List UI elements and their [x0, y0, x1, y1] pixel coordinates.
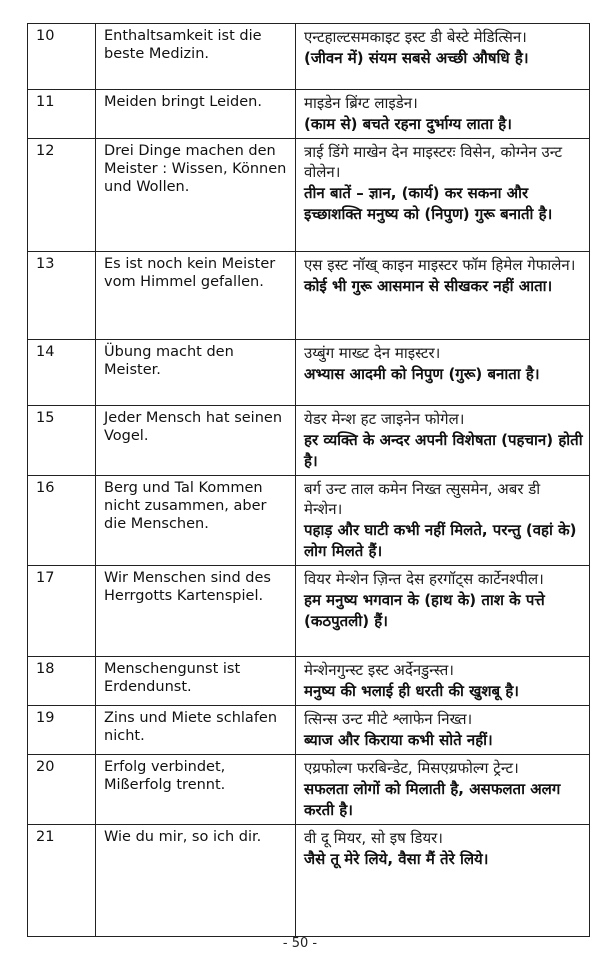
hindi-meaning: हर व्यक्ति के अन्दर अपनी विशेषता (पहचान) होती है। — [304, 431, 583, 470]
hindi-meaning: (काम से) बचते रहना दुर्भाग्य लाता है। — [304, 115, 512, 133]
german-proverb: Enthaltsamkeit ist die beste Medizin. — [96, 24, 296, 90]
hindi-meaning: (जीवन में) संयम सबसे अच्छी औषधि है। — [304, 49, 529, 67]
hindi-meaning: अभ्यास आदमी को निपुण (गुरू) बनाता है। — [304, 365, 540, 383]
hindi-meaning: तीन बातें – ज्ञान, (कार्य) कर सकना और इच्छाशक्ति मनुष्य को (निपुण) गुरू बनाती है। — [304, 184, 553, 223]
hindi-cell — [296, 139, 590, 252]
hindi-meaning: जैसे तू मेरे लिये, वैसा मैं तेरे लिये। — [304, 850, 489, 868]
hindi-cell — [296, 566, 590, 657]
hindi-cell — [296, 706, 590, 755]
transliteration: वियर मेन्शेन ज़िन्त देस हरगॉट्स कार्टेनश्पील। — [304, 570, 544, 588]
german-proverb: Erfolg verbindet, Mißerfolg trennt. — [96, 755, 296, 825]
hindi-cell — [296, 252, 590, 340]
hindi-cell — [296, 90, 590, 139]
german-proverb: Es ist noch kein Meister vom Himmel gefallen. — [96, 252, 296, 340]
hindi-cell — [296, 340, 590, 406]
german-proverb: Menschengunst ist Erdendunst. — [96, 657, 296, 706]
hindi-cell — [296, 657, 590, 706]
row-number: 20 — [28, 755, 96, 825]
table-row — [28, 476, 590, 566]
table-row — [28, 90, 590, 139]
row-number: 19 — [28, 706, 96, 755]
transliteration: त्राई डिंगे माखेन देन माइस्टरः विसेन, कोग्नेन उन्ट वोलेन। — [304, 143, 563, 181]
table-row — [28, 252, 590, 340]
transliteration: मेन्शेनगुन्स्ट इस्ट अर्देनडुन्स्त। — [304, 661, 454, 679]
hindi-meaning: मनुष्य की भलाई ही धरती की खुशबू है। — [304, 682, 519, 700]
german-proverb: Jeder Mensch hat seinen Vogel. — [96, 406, 296, 476]
row-number: 21 — [28, 825, 96, 937]
transliteration: एस इस्ट नॉख् काइन माइस्टर फॉम हिमेल गेफालेन। — [304, 256, 576, 274]
table-row — [28, 825, 590, 937]
german-proverb: Wie du mir, so ich dir. — [96, 825, 296, 937]
row-number: 15 — [28, 406, 96, 476]
table-row — [28, 139, 590, 252]
transliteration: वी दू मियर, सो इष डियर। — [304, 829, 443, 847]
row-number: 13 — [28, 252, 96, 340]
proverb-table-body — [28, 24, 590, 937]
german-proverb: Übung macht den Meister. — [96, 340, 296, 406]
hindi-cell — [296, 825, 590, 937]
page-number: - 50 - — [282, 936, 318, 951]
transliteration: एन्टहाल्टसमकाइट इस्ट डी बेस्टे मेडित्सिन। — [304, 28, 527, 46]
table-row — [28, 24, 590, 90]
row-number: 18 — [28, 657, 96, 706]
table-row — [28, 706, 590, 755]
proverb-table — [27, 23, 590, 937]
row-number: 10 — [28, 24, 96, 90]
hindi-cell — [296, 755, 590, 825]
hindi-meaning: पहाड़ और घाटी कभी नहीं मिलते, परन्तु (वहां के) लोग मिलते हैं। — [304, 521, 577, 560]
transliteration: एय्रफोल्ग फरबिन्डेट, मिसएय्रफोल्ग ट्रेन्ट। — [304, 759, 519, 777]
table-row — [28, 657, 590, 706]
german-proverb: Drei Dinge machen den Meister : Wissen, Können und Wollen. — [96, 139, 296, 252]
row-number: 16 — [28, 476, 96, 566]
row-number: 14 — [28, 340, 96, 406]
transliteration: बर्ग उन्ट ताल कमेन निख्त त्सुसमेन, अबर डी मेन्शेन। — [304, 480, 541, 518]
german-proverb: Berg und Tal Kommen nicht zusammen, aber die Menschen. — [96, 476, 296, 566]
hindi-meaning: कोई भी गुरू आसमान से सीखकर नहीं आता। — [304, 277, 553, 295]
transliteration: त्सिन्स उन्ट मीटे श्लाफेन निख्त। — [304, 710, 473, 728]
hindi-cell — [296, 406, 590, 476]
row-number: 12 — [28, 139, 96, 252]
transliteration: येडर मेन्श हट जाइनेन फोगेल। — [304, 410, 465, 428]
table-row — [28, 755, 590, 825]
row-number: 11 — [28, 90, 96, 139]
row-number: 17 — [28, 566, 96, 657]
table-row — [28, 406, 590, 476]
german-proverb: Zins und Miete schlafen nicht. — [96, 706, 296, 755]
transliteration: माइडेन ब्रिंग्ट लाइडेन। — [304, 94, 418, 112]
transliteration: उय्बुंग माख्ट देन माइस्टर। — [304, 344, 441, 362]
hindi-meaning: ब्याज और किराया कभी सोते नहीं। — [304, 731, 493, 749]
german-proverb: Meiden bringt Leiden. — [96, 90, 296, 139]
hindi-cell — [296, 24, 590, 90]
table-row — [28, 566, 590, 657]
hindi-meaning: हम मनुष्य भगवान के (हाथ के) ताश के पत्ते (कठपुतली) हैं। — [304, 591, 545, 630]
german-proverb: Wir Menschen sind des Herrgotts Kartenspiel. — [96, 566, 296, 657]
table-row — [28, 340, 590, 406]
hindi-cell — [296, 476, 590, 566]
hindi-meaning: सफलता लोगों को मिलाती है, असफलता अलग करती है। — [304, 780, 561, 819]
